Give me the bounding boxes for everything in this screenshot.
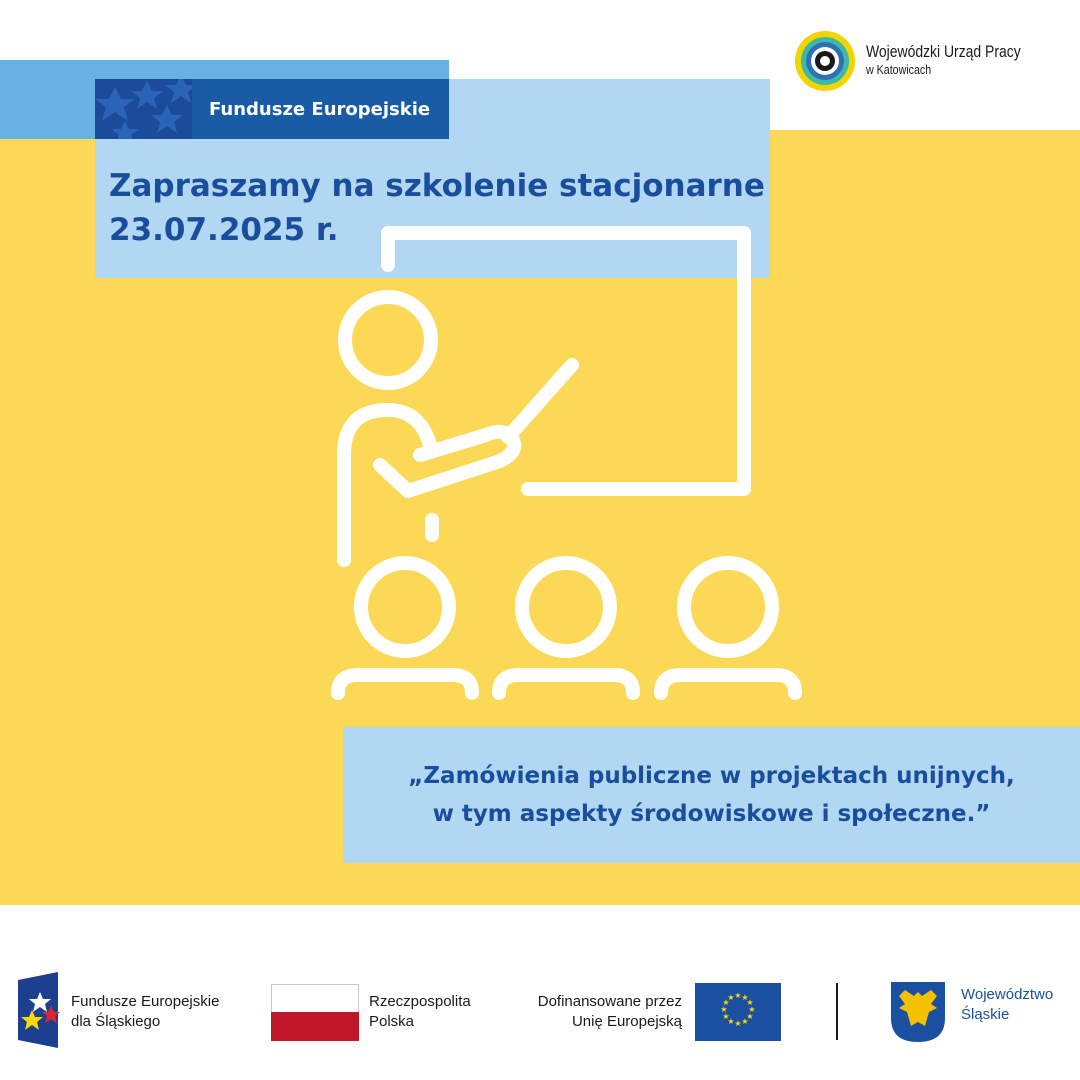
svg-text:★: ★ [748, 1005, 756, 1014]
svg-text:★: ★ [727, 1017, 735, 1026]
eu-line-1: Dofinansowane przez [537, 993, 682, 1010]
training-topic-box [343, 727, 1080, 863]
fe-slaskie-text [71, 992, 219, 1032]
svg-text:★: ★ [746, 998, 754, 1007]
rp-text [369, 992, 471, 1032]
slaskie-eagle-icon [891, 982, 945, 1042]
rp-line-2: Polska [369, 1013, 415, 1030]
eu-line-2: Unię Europejską [571, 1013, 682, 1030]
fe-label: Fundusze Europejskie [209, 98, 431, 120]
rp-line-1: Rzeczpospolita [369, 993, 471, 1010]
svg-text:★: ★ [722, 1012, 730, 1021]
topic-line-2: w tym aspekty środowiskowe i społeczne.” [432, 801, 991, 827]
wup-logo [794, 30, 1055, 92]
wup-logo-icon [794, 30, 856, 92]
ws-line-2: Śląskie [961, 1006, 1010, 1023]
svg-text:★: ★ [720, 1005, 728, 1014]
teacher-classroom-icon [320, 215, 820, 719]
ws-line-1: Województwo [961, 986, 1054, 1003]
topic-line-1: „Zamówienia publiczne w projektach unijnych, [408, 763, 1015, 789]
fe-slaskie-line-1: Fundusze Europejskie [71, 993, 220, 1010]
svg-text:★: ★ [741, 1017, 749, 1026]
svg-text:★: ★ [734, 991, 742, 1000]
svg-text:★: ★ [727, 993, 735, 1002]
svg-text:★: ★ [741, 993, 749, 1002]
fe-banner [95, 79, 449, 139]
fe-stars-icon [95, 79, 192, 139]
svg-text:★: ★ [734, 1019, 742, 1028]
wup-name: Wojewódzki Urząd Pracy [866, 42, 1021, 61]
fe-slaskie-icon [18, 972, 60, 1048]
poland-flag-icon [271, 984, 359, 1013]
poland-flag-red [271, 1012, 359, 1041]
wup-city: w Katowicach [866, 62, 932, 77]
footer-divider [836, 983, 838, 1040]
svg-text:★: ★ [746, 1012, 754, 1021]
eu-flag-icon [695, 983, 781, 1041]
fe-slaskie-line-2: dla Śląskiego [71, 1013, 161, 1030]
eu-text [520, 992, 682, 1032]
svg-text:★: ★ [722, 998, 730, 1007]
ws-text [961, 985, 1053, 1025]
title-line-2: 23.07.2025 r. [109, 212, 339, 248]
title-line-1: Zapraszamy na szkolenie stacjonarne [109, 168, 765, 204]
